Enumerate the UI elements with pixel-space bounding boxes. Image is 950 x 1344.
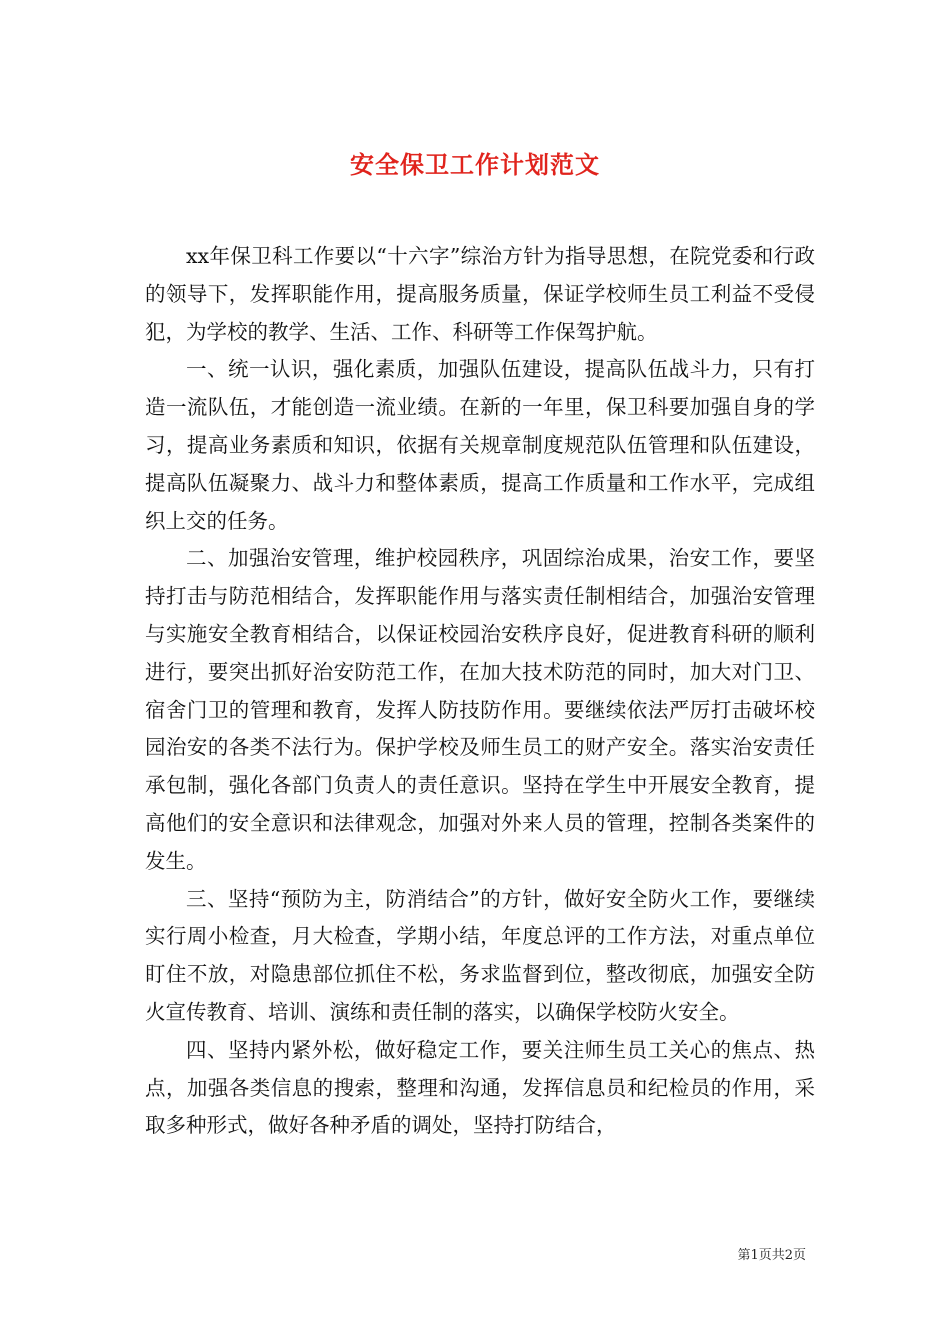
document-body (145, 238, 815, 1145)
paragraph-section-2: 二、加强治安管理，维护校园秩序，巩固综治成果，治安工作，要坚持打击与防范相结合，发挥职能作用与落实责任制相结合，加强治安管理与实施安全教育相结合，以保证校园治安秩序良好，促进教育科研的顺利进行，要突出抓好治安防范工作，在加大技术防范的同时，加大对门卫、宿舍门卫的管理和教育，发挥人防技防作用。要继续依法严厉打击破坏校园治安的各类不法行为。保护学校及师生员工的财产安全。落实治安责任承包制，强化各部门负责人的责任意识。坚持在学生中开展安全教育，提高他们的安全意识和法律观念，加强对外来人员的管理，控制各类案件的发生。 (145, 546, 815, 873)
paragraph-intro: xx年保卫科工作要以“十六字”综治方针为指导思想，在院党委和行政的领导下，发挥职能作用，提高服务质量，保证学校师生员工利益不受侵犯，为学校的教学、生活、工作、科研等工作保驾护航。 (145, 244, 815, 344)
page-number: 第1页共2页 (737, 1248, 806, 1263)
document-title: 安全保卫工作计划范文 (350, 150, 600, 180)
paragraph-section-4: 四、坚持内紧外松，做好稳定工作，要关注师生员工关心的焦点、热点，加强各类信息的搜索，整理和沟通，发挥信息员和纪检员的作用，采取多种形式，做好各种矛盾的调处，坚持打防结合， (145, 1037, 815, 1138)
paragraph-section-3: 三、坚持“预防为主，防消结合”的方针，做好安全防火工作，要继续实行周小检查，月大检查，学期小结，年度总评的工作方法，对重点单位盯住不放，对隐患部位抓住不松，务求监督到位，整改彻底，加强安全防火宣传教育、培训、演练和责任制的落实，以确保学校防火安全。 (145, 886, 815, 1024)
paragraph-section-1: 一、统一认识，强化素质，加强队伍建设，提高队伍战斗力，只有打造一流队伍，才能创造一流业绩。在新的一年里，保卫科要加强自身的学习，提高业务素质和知识，依据有关规章制度规范队伍管理和队伍建设，提高队伍凝聚力、战斗力和整体素质，提高工作质量和工作水平，完成组织上交的任务。 (145, 357, 815, 533)
